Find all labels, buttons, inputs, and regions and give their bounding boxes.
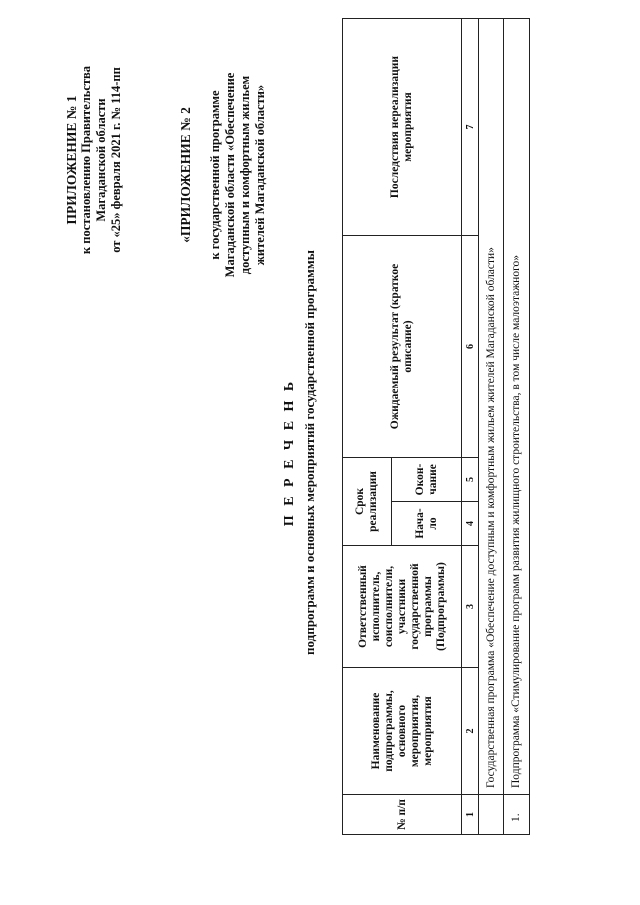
col-number: 4 bbox=[462, 502, 479, 546]
header-term: Срок реализации bbox=[343, 458, 392, 546]
annex-2-title: «ПРИЛОЖЕНИЕ № 2 bbox=[178, 107, 193, 243]
annex-1-line: к постановлению Правительства bbox=[79, 65, 93, 255]
header-consequence: Последствия нереализации мероприятия bbox=[343, 19, 462, 236]
annex-2-header bbox=[178, 30, 268, 320]
row-num bbox=[479, 795, 504, 835]
annex-1-line: Магаданской области bbox=[94, 98, 108, 222]
col-number: 2 bbox=[462, 668, 479, 795]
column-number-row bbox=[462, 19, 479, 835]
col-number: 7 bbox=[462, 19, 479, 236]
annex-1-line: от «25» февраля 2021 г. № 114-пп bbox=[109, 67, 123, 253]
row-program-text: Государственная программа «Обеспечение доступным и комфортным жильем жителей Магаданской области» bbox=[479, 19, 504, 795]
header-start: Нача-ло bbox=[392, 502, 462, 546]
annex-1-title: ПРИЛОЖЕНИЕ № 1 bbox=[64, 95, 79, 225]
annex-2-line: Магаданской области «Обеспечение bbox=[223, 72, 237, 278]
col-number: 5 bbox=[462, 458, 479, 502]
header-end: Окон-чание bbox=[392, 458, 462, 502]
col-number: 6 bbox=[462, 236, 479, 458]
header-executor: Ответственный исполнитель, соисполнители, участники государственной программы (Подпрограммы) bbox=[343, 546, 462, 668]
annex-2-line: доступным и комфортным жильем bbox=[238, 75, 252, 275]
col-number: 3 bbox=[462, 546, 479, 668]
annex-2-line: жителей Магаданской области» bbox=[253, 84, 267, 266]
annex-2-line: к государственной программе bbox=[208, 90, 222, 260]
row-subprogram-text: Подпрограмма «Стимулирование программ развития жилищного строительства, в том числе малоэтажного» bbox=[504, 19, 530, 795]
header-num: № п/п bbox=[343, 795, 462, 835]
row-num: 1. bbox=[504, 795, 530, 835]
document-subtitle: подпрограмм и основных мероприятий государственной программы bbox=[302, 250, 317, 655]
annex-1-header bbox=[64, 35, 124, 285]
header-result: Ожидаемый результат (краткое описание) bbox=[343, 236, 462, 458]
table-row bbox=[504, 19, 530, 835]
table-row bbox=[479, 19, 504, 835]
document-title: П Е Р Е Ч Е Н Ь bbox=[282, 378, 297, 527]
header-name: Наименование подпрограммы, основного мероприятия, мероприятия bbox=[343, 668, 462, 795]
program-table bbox=[342, 18, 530, 835]
col-number: 1 bbox=[462, 795, 479, 835]
